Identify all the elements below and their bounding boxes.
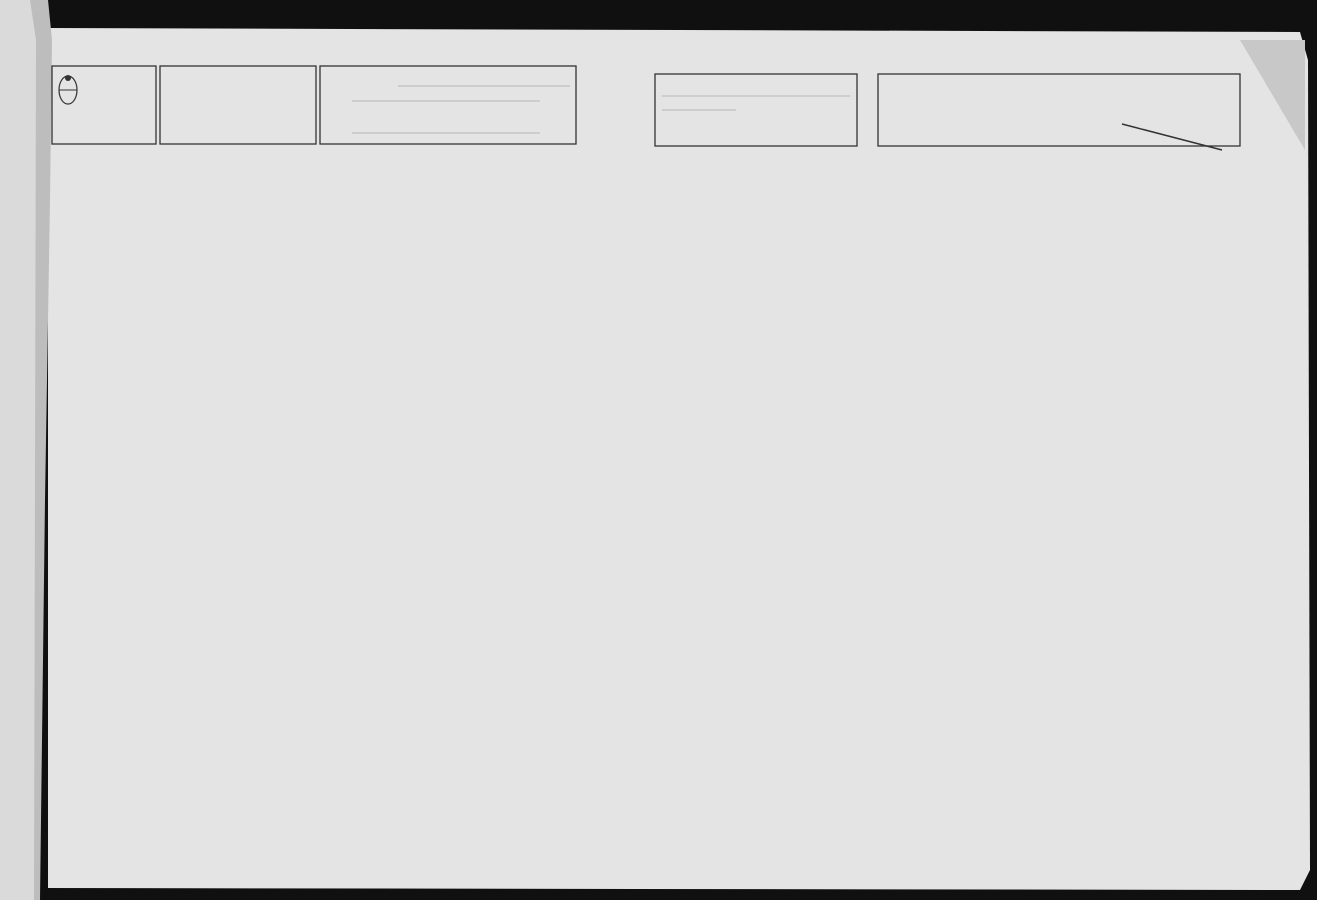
paper [48, 28, 1310, 890]
left-page-fold [0, 0, 36, 900]
